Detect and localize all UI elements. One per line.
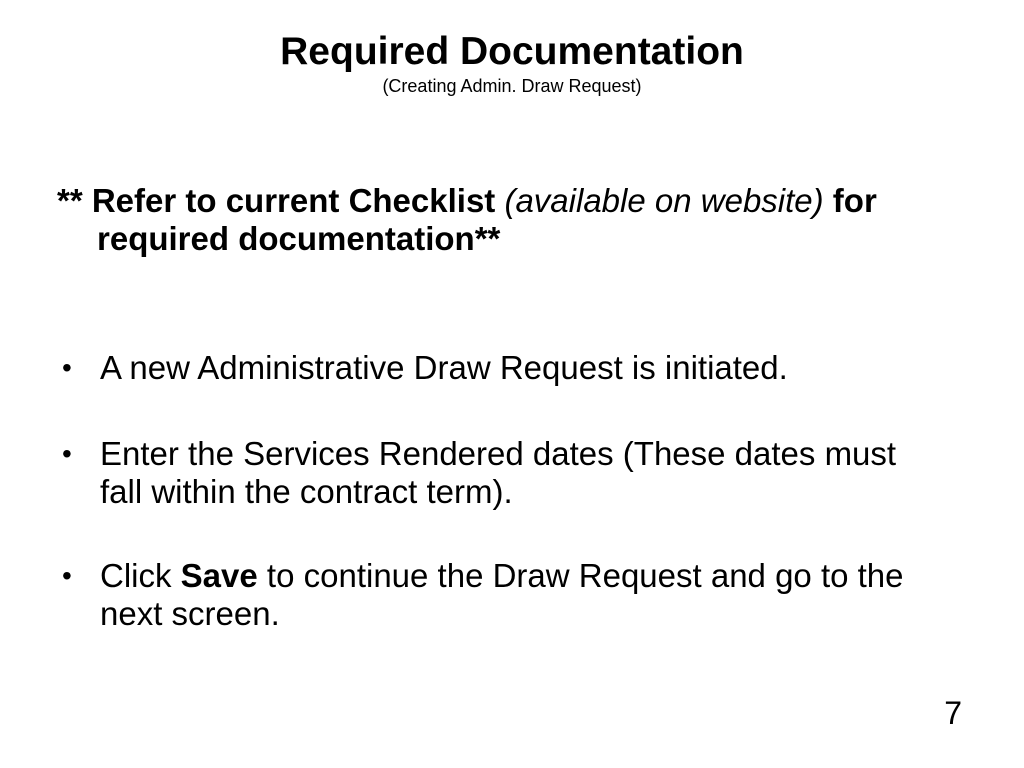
callout-paragraph (57, 182, 1007, 258)
callout-line-1 (57, 182, 1007, 220)
text-segment: Enter the Services Rendered dates (These dates must (100, 435, 897, 472)
bullet-1-line-1 (100, 349, 1007, 387)
page-number: 7 (944, 695, 962, 731)
slide-subtitle: (Creating Admin. Draw Request) (382, 76, 642, 96)
text-segment: required documentation** (97, 220, 501, 257)
text-segment: Save (180, 557, 258, 594)
bullet-item-2 (57, 435, 1007, 511)
bullet-2-line-1 (100, 435, 1007, 473)
bullet-item-1 (57, 349, 1007, 387)
text-segment: A new Administrative Draw Request is initiated. (100, 349, 788, 386)
text-segment: (available on website) (504, 182, 824, 219)
bullet-icon: • (62, 438, 72, 469)
bullet-3-line-1 (100, 557, 1007, 595)
bullet-text (100, 557, 1007, 633)
slide-title: Required Documentation (280, 30, 744, 73)
text-segment: fall within the contract term). (100, 473, 513, 510)
text-segment: to continue the Draw Request and go to the (257, 557, 904, 594)
text-segment: ** Refer to current Checklist (57, 182, 505, 219)
text-segment: Click (100, 557, 181, 594)
bullet-icon: • (62, 352, 72, 383)
bullet-2-line-2 (100, 473, 1007, 511)
bullet-item-3 (57, 557, 1007, 633)
bullet-text (100, 349, 1007, 387)
callout-line-2 (97, 220, 1007, 258)
slide-header (0, 29, 1024, 97)
text-segment: next screen. (100, 595, 280, 632)
bullet-3-line-2 (100, 595, 1007, 633)
bullet-text (100, 435, 1007, 511)
text-segment: for (823, 182, 877, 219)
bullet-icon: • (62, 560, 72, 591)
